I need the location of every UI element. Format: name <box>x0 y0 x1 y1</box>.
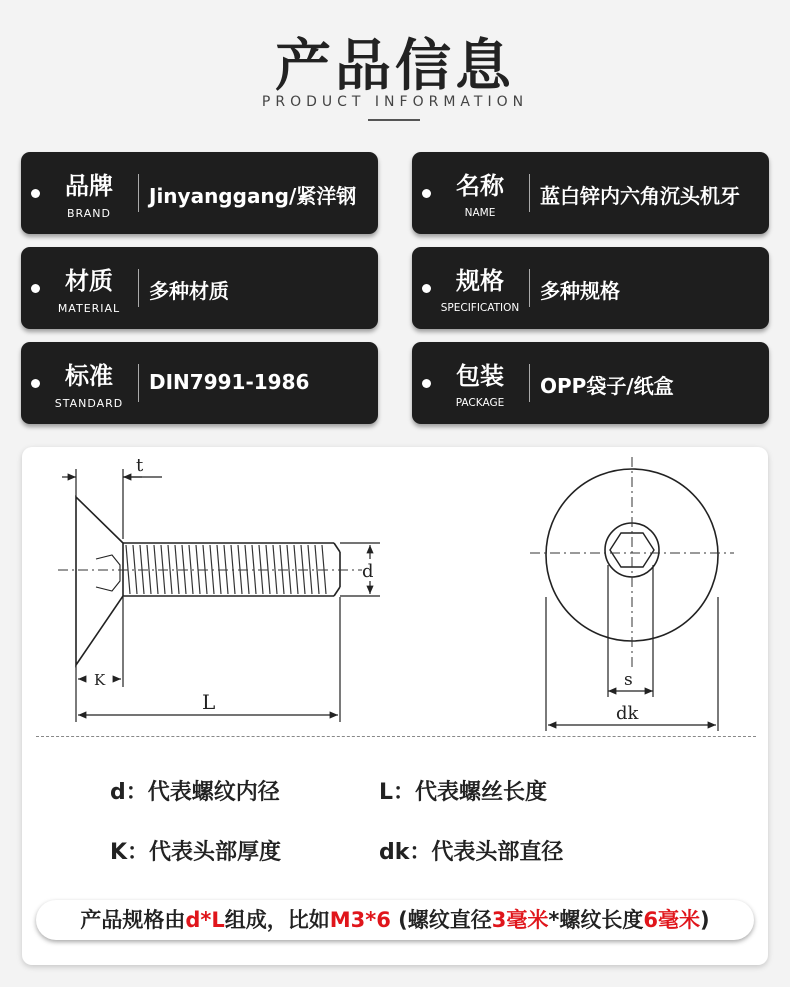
note-text: 组成，比如 <box>224 908 330 932</box>
info-card-specification <box>412 247 769 329</box>
card-label-en: NAME <box>464 207 496 219</box>
thread-line <box>168 545 172 594</box>
title-rule <box>368 119 420 121</box>
card-divider <box>529 364 530 402</box>
card-divider <box>138 364 139 402</box>
card-label-cn: 包装 <box>456 362 504 390</box>
card-label-en: SPECIFICATION <box>440 302 520 314</box>
card-divider <box>529 269 530 307</box>
dim-label-dk: dk <box>616 703 639 724</box>
info-card-material <box>21 247 378 329</box>
note-text: *螺纹长度 <box>548 908 644 932</box>
thread-line <box>308 545 312 594</box>
card-label-cn: 规格 <box>456 267 504 295</box>
bullet-dot <box>422 189 431 198</box>
card-divider <box>138 269 139 307</box>
card-value: 蓝白锌内六角沉头机牙 <box>540 184 740 208</box>
info-card-package <box>412 342 769 424</box>
card-value: OPP袋子/纸盒 <box>540 374 674 398</box>
card-label-en: PACKAGE <box>455 397 505 409</box>
bullet-dot <box>31 379 40 388</box>
dim-label-s: s <box>624 670 633 690</box>
card-label-cn: 名称 <box>456 172 504 200</box>
legend-k: K：代表头部厚度 <box>110 840 282 865</box>
thread-line <box>294 545 298 594</box>
dim-label-d: d <box>362 561 374 582</box>
info-card-brand <box>21 152 378 234</box>
info-card-standard <box>21 342 378 424</box>
note-highlight: M3*6 <box>329 908 391 932</box>
card-label-en: MATERIAL <box>57 302 121 315</box>
page-title: 产品信息 <box>275 34 515 99</box>
dim-label-l: L <box>202 690 216 714</box>
info-card-name <box>412 152 769 234</box>
bullet-dot <box>422 284 431 293</box>
dim-label-t: t <box>136 455 144 476</box>
card-value: 多种材质 <box>149 279 229 303</box>
diagram-panel <box>22 447 768 965</box>
card-label-cn: 品牌 <box>65 172 113 200</box>
card-label-en: STANDARD <box>54 397 124 410</box>
legend-l: L：代表螺丝长度 <box>379 780 548 805</box>
screw-technical-drawing <box>22 447 768 737</box>
card-value: DIN7991-1986 <box>149 370 310 394</box>
note-highlight: 6毫米 <box>643 908 701 932</box>
legend-d: d：代表螺纹内径 <box>110 780 280 805</box>
card-divider <box>529 174 530 212</box>
note-highlight: d*L <box>185 908 225 932</box>
dashed-divider <box>36 736 756 737</box>
note-highlight: 3毫米 <box>491 908 549 932</box>
card-label-cn: 材质 <box>65 267 113 295</box>
card-value: Jinyanggang/紧洋钢 <box>149 184 357 208</box>
dim-label-k: K <box>94 671 106 689</box>
card-value: 多种规格 <box>540 279 620 303</box>
bullet-dot <box>31 284 40 293</box>
spec-note <box>36 900 754 940</box>
page-subtitle: PRODUCT INFORMATION <box>261 94 529 110</box>
bullet-dot <box>31 189 40 198</box>
card-divider <box>138 174 139 212</box>
card-label-en: BRAND <box>67 207 111 220</box>
note-text: ) <box>700 908 710 932</box>
note-text: 产品规格由 <box>80 908 186 932</box>
note-text: (螺纹直径 <box>390 908 492 932</box>
legend-dk: dk：代表头部直径 <box>379 840 564 865</box>
card-label-cn: 标准 <box>65 362 113 390</box>
thread-line <box>154 545 158 594</box>
bullet-dot <box>422 379 431 388</box>
